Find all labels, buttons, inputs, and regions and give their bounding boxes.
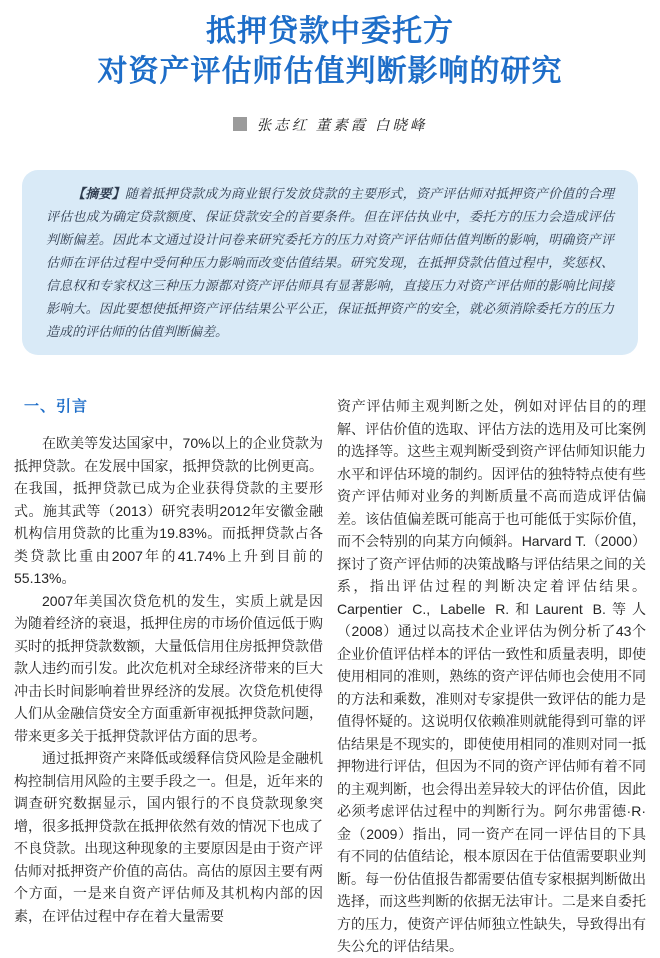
abstract-box (22, 170, 638, 355)
left-column (14, 395, 323, 958)
author-marker-square-icon (233, 117, 247, 131)
intro-paragraph-3: 通过抵押资产来降低或缓释信贷风险是金融机构控制信用风险的主要手段之一。但是，近年来的调查研究数据显示，国内银行的不良贷款现象突增，很多抵押贷款在抵押依然有效的情况下也成了不良贷款。出现这种现象的主要原因是由于资产评估师对抵押资产价值的高估。高估的原因主要有两个方面，一是来自资产评估师及其机构内部的因素，在评估过程中存在着大量需要 (14, 750, 323, 924)
page-title-line2: 对资产评估师估值判断影响的研究 (97, 55, 563, 88)
intro-paragraph-1: 在欧美等发达国家中，70%以上的企业贷款为抵押贷款。在发展中国家，抵押贷款的比例更高。在我国，抵押贷款已成为企业获得贷款的主要形式。施其武等（2013）研究表明2012年安徽金融机构信用贷款的比重为19.83%。而抵押贷款占各类贷款比重由2007年的41.74%上升到目前的55.13%。 (14, 435, 323, 586)
authors-names: 张志红 董素霞 白晓峰 (256, 117, 428, 134)
abstract-paragraph (46, 182, 614, 343)
page-title (0, 0, 660, 92)
intro-paragraph-2: 2007年美国次贷危机的发生，实质上就是因为随着经济的衰退，抵押住房的市场价值远低于购买时的抵押贷款数额，大量低信用住房抵押贷款借款人违约而引发。此次危机对全球经济带来的巨大冲击长时间影响着世界经济的发展。次贷危机使得人们从金融信贷安全方面重新审视抵押贷款问题，带来更多关于抵押贷款评估方面的思考。 (14, 592, 323, 744)
body-columns (0, 395, 660, 958)
intro-paragraph-3-continued: 资产评估师主观判断之处，例如对评估目的的理解、评估价值的选取、评估方法的选用及可比案例的选择等。这些主观判断受到资产评估师知识能力水平和评估环境的制约。因评估的独特特点使有些资产评估师对业务的判断质量不高而造成评估偏差。该估值偏差既可能高于也可能低于实际价值，而不会特别的向某方向倾斜。Harvard T.（2000）探讨了资产评估师的决策战略与评估结果之间的关系，指出评估过程的判断决定着评估结果。Carpentier C., Labelle R.和Laurent B.等人（2008）通过以高技术企业评估为例分析了43个企业价值评估样本的评估一致性和质量表明，即使使用相同的准则，熟练的资产评估师也会使用不同的方法和乘数，准则对专家提供一致评估的能力是值得怀疑的。这说明仅依赖准则就能得到可靠的评估结果是不现实的，即使使用相同的准则对同一抵押物进行评估，但因为不同的资产评估师有着不同的主观判断，也会得出差异较大的评估价值，因此必须考虑评估过程中的判断行为。阿尔弗雷德·R·金（2009）指出，同一资产在同一评估目的下具有不同的估值结论，根本原因在于估值需要职业判断。每一份估值报告都需要估值专家根据判断做出选择，而这些判断的依据无法审计。二是来自委托方的压力，使资产评估师独立性缺失，导致得出有失公允的评估结果。 (337, 398, 646, 954)
right-column (337, 395, 646, 958)
section-heading-intro: 一、引言 (24, 398, 89, 415)
page-title-line1: 抵押贷款中委托方 (206, 15, 454, 48)
abstract-text: 随着抵押贷款成为商业银行发放贷款的主要形式，资产评估师对抵押资产价值的合理评估也成为确定贷款额度、保证贷款安全的首要条件。但在评估执业中，委托方的压力会造成评估判断偏差。因此本文通过设计问卷来研究委托方的压力对资产评估师估值判断的影响，明确资产评估师在评估过程中受何种压力影响而改变估值结果。研究发现，在抵押贷款估值过程中，奖惩权、信息权和专家权这三种压力源都对资产评估师具有显著影响，直接压力对资产评估师的影响比间接影响大。因此要想使抵押资产评估结果公平公正，保证抵押资产的安全，就必须消除委托方的压力造成的评估师的估值判断偏差。 (46, 186, 614, 339)
abstract-label: 【摘要】 (72, 186, 125, 201)
authors-row (0, 114, 660, 134)
